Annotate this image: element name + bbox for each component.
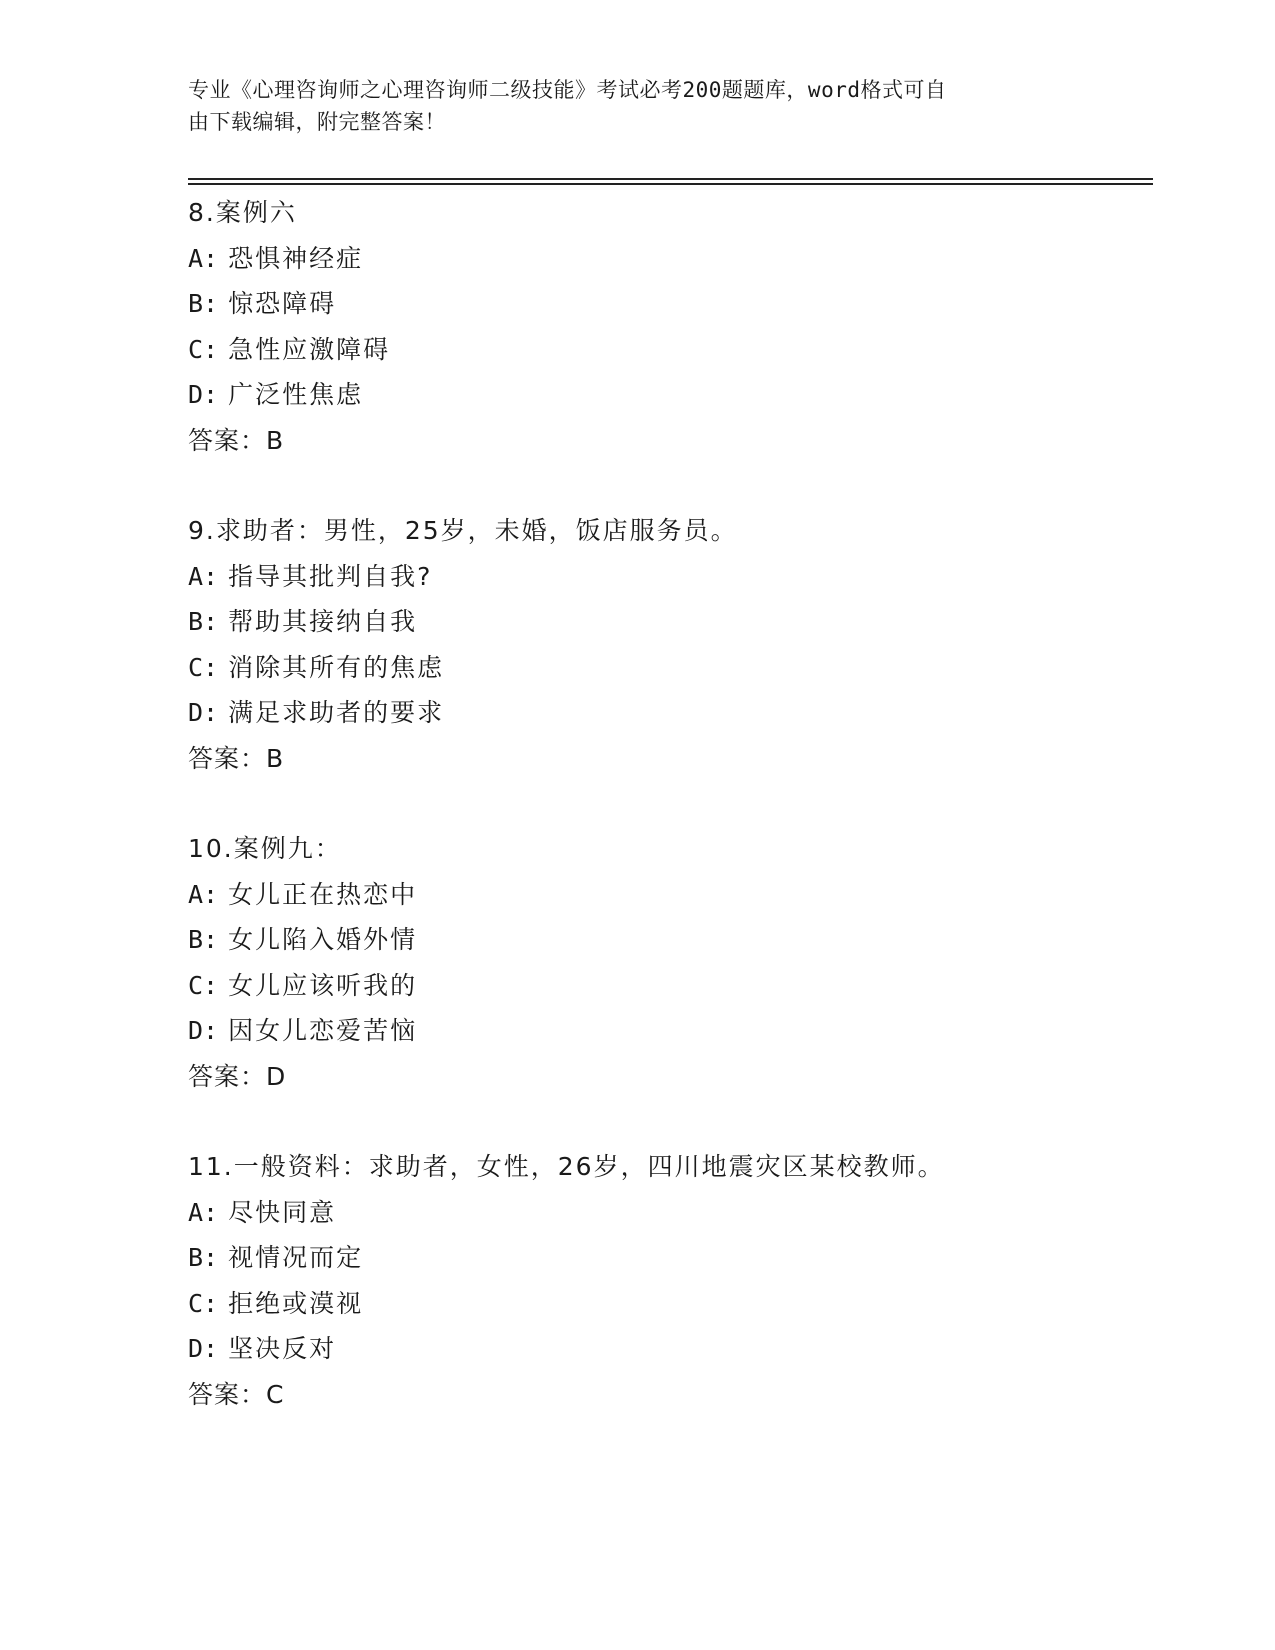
question-stem: 10.案例九：	[188, 834, 342, 863]
option-label: D:	[188, 1334, 219, 1363]
option-label: B:	[188, 925, 219, 954]
option-label: B:	[188, 607, 219, 636]
option-text: 恐惧神经症	[228, 243, 364, 273]
question-list	[188, 190, 1153, 1462]
option-a	[188, 554, 1153, 600]
option-text: 惊恐障碍	[228, 289, 337, 318]
answer-line: 答案：B	[188, 743, 285, 773]
document-header	[188, 74, 1068, 138]
option-text: 消除其所有的焦虑	[228, 652, 445, 682]
option-a	[188, 1190, 1153, 1236]
option-c	[188, 327, 1153, 373]
option-d	[188, 372, 1153, 418]
option-text: 尽快同意	[228, 1197, 337, 1227]
question-block	[188, 1144, 1153, 1417]
option-d	[188, 1008, 1153, 1054]
option-text: 拒绝或漠视	[228, 1288, 364, 1318]
option-text: 女儿应该听我的	[228, 970, 418, 1000]
header-divider-bottom	[188, 183, 1153, 185]
option-label: D:	[188, 698, 219, 727]
question-stem: 8.案例六	[188, 198, 297, 227]
header-divider-top	[188, 178, 1153, 180]
option-b	[188, 917, 1153, 963]
question-stem: 9.求助者：男性，25岁，未婚，饭店服务员。	[188, 516, 738, 545]
option-c	[188, 963, 1153, 1009]
option-b	[188, 599, 1153, 645]
option-label: A:	[188, 561, 219, 591]
answer-line: 答案：B	[188, 425, 285, 455]
option-text: 广泛性焦虑	[228, 380, 364, 409]
question-block	[188, 190, 1153, 463]
option-d	[188, 690, 1153, 736]
question-block	[188, 508, 1153, 781]
option-label: A:	[188, 879, 219, 909]
option-text: 女儿正在热恋中	[228, 879, 418, 909]
option-text: 帮助其接纳自我	[228, 607, 418, 636]
option-c	[188, 645, 1153, 691]
header-line-2: 由下载编辑，附完整答案！	[188, 110, 446, 134]
option-label: A:	[188, 1197, 219, 1227]
option-b	[188, 1235, 1153, 1281]
option-text: 急性应激障碍	[228, 334, 391, 364]
option-label: C:	[188, 1288, 219, 1318]
header-line-1: 专业《心理咨询师之心理咨询师二级技能》考试必考200题题库，word格式可自	[188, 78, 947, 102]
answer-line: 答案：D	[188, 1061, 287, 1091]
option-label: C:	[188, 334, 219, 364]
answer-line: 答案：C	[188, 1379, 285, 1409]
option-text: 满足求助者的要求	[228, 698, 445, 727]
option-label: A:	[188, 243, 219, 273]
option-text: 因女儿恋爱苦恼	[228, 1016, 418, 1045]
option-text: 女儿陷入婚外情	[228, 925, 418, 954]
option-label: C:	[188, 652, 219, 682]
option-label: C:	[188, 970, 219, 1000]
option-label: D:	[188, 1016, 219, 1045]
option-label: D:	[188, 380, 219, 409]
option-label: B:	[188, 1243, 219, 1272]
option-label: B:	[188, 289, 219, 318]
option-text: 指导其批判自我?	[228, 561, 433, 591]
option-a	[188, 872, 1153, 918]
question-block	[188, 826, 1153, 1099]
option-d	[188, 1326, 1153, 1372]
option-c	[188, 1281, 1153, 1327]
option-text: 坚决反对	[228, 1334, 337, 1363]
option-b	[188, 281, 1153, 327]
option-a	[188, 236, 1153, 282]
option-text: 视情况而定	[228, 1243, 364, 1272]
question-stem: 11.一般资料：求助者，女性，26岁，四川地震灾区某校教师。	[188, 1152, 945, 1181]
